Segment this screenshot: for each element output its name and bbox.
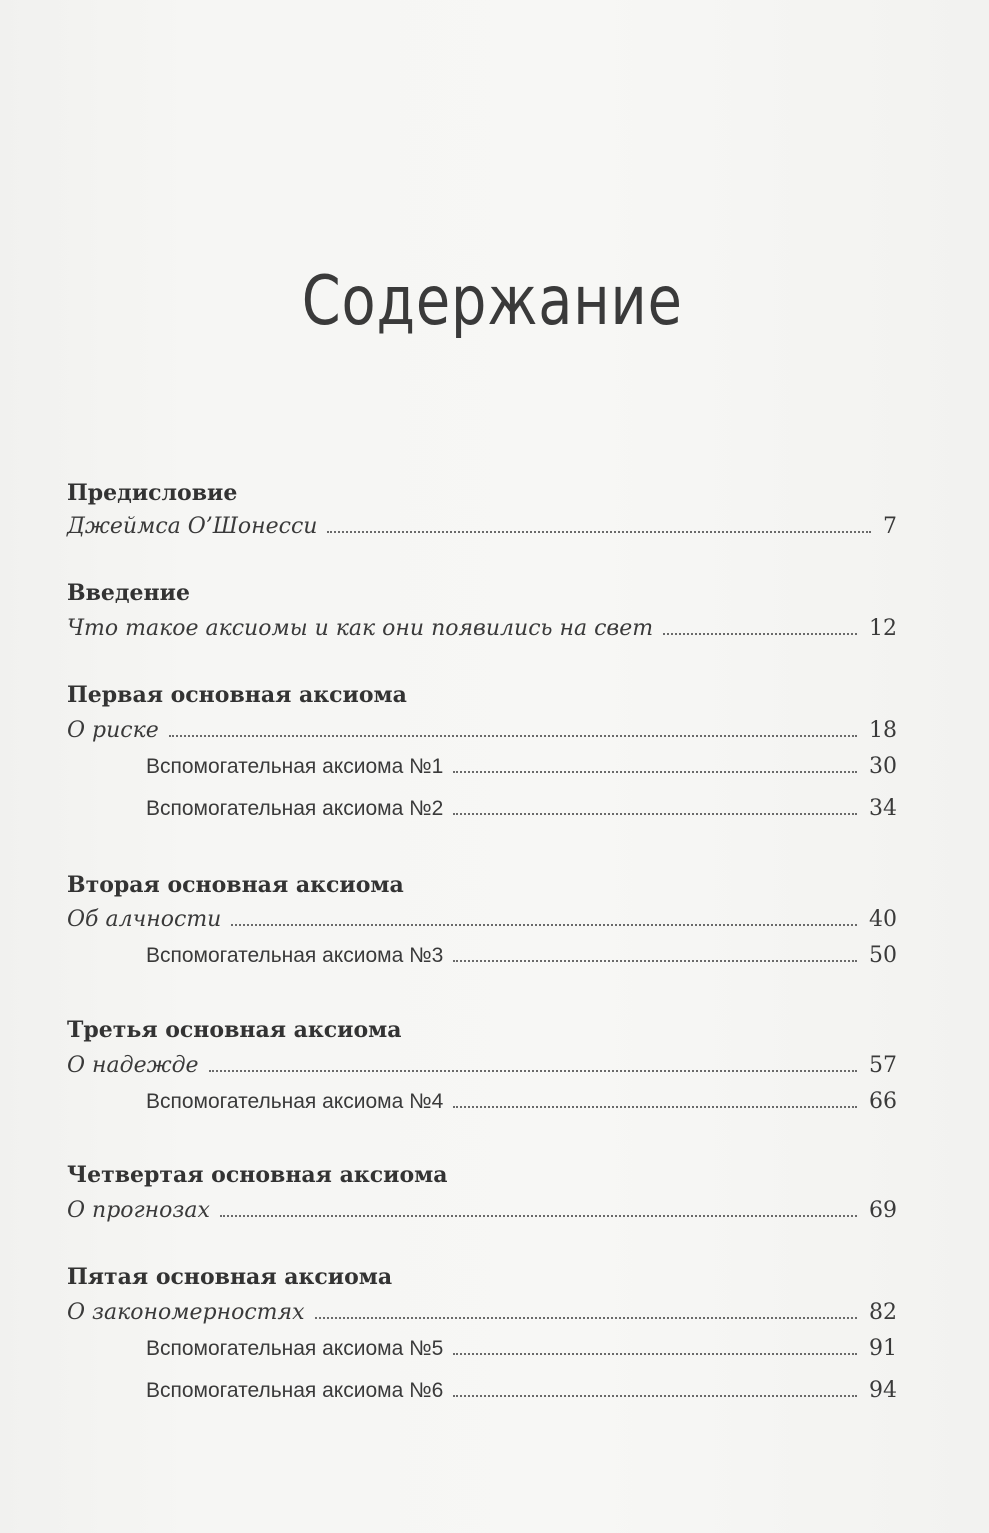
toc-page-number: 18: [869, 718, 897, 743]
dot-leader: [453, 1394, 857, 1397]
toc-entry[interactable]: [67, 718, 897, 743]
section-heading-second-axiom: Вторая основная аксиома: [67, 872, 404, 898]
dot-leader: [453, 1105, 857, 1108]
toc-page-number: 82: [869, 1300, 897, 1325]
toc-entry-label: О закономерностях: [67, 1300, 305, 1325]
toc-entry-label: О прогнозах: [67, 1198, 210, 1223]
toc-page-number: 30: [869, 754, 897, 779]
toc-entry[interactable]: [67, 1053, 897, 1078]
toc-entry-label: Джеймса О’Шонесси: [67, 514, 318, 539]
toc-page-number: 7: [883, 514, 897, 539]
dot-leader: [663, 632, 857, 635]
toc-entry[interactable]: [67, 616, 897, 641]
toc-subentry[interactable]: [146, 1336, 897, 1361]
dot-leader: [231, 923, 857, 926]
toc-entry[interactable]: [67, 907, 897, 932]
toc-page-number: 12: [869, 616, 897, 641]
section-heading-first-axiom: Первая основная аксиома: [67, 682, 407, 708]
toc-page-number: 57: [869, 1053, 897, 1078]
dot-leader: [453, 1352, 857, 1355]
toc-entry[interactable]: [67, 1198, 897, 1223]
toc-subentry-label: Вспомогательная аксиома №1: [146, 755, 444, 778]
dot-leader: [453, 959, 857, 962]
section-heading-fourth-axiom: Четвертая основная аксиома: [67, 1162, 448, 1188]
section-heading-third-axiom: Третья основная аксиома: [67, 1017, 402, 1043]
toc-entry-label: О риске: [67, 718, 159, 743]
toc-subentry[interactable]: [146, 754, 897, 779]
toc-page-number: 91: [869, 1336, 897, 1361]
toc-subentry-label: Вспомогательная аксиома №5: [146, 1337, 444, 1360]
toc-page-number: 69: [869, 1198, 897, 1223]
dot-leader: [209, 1069, 857, 1072]
dot-leader: [169, 734, 857, 737]
toc-page-number: 94: [869, 1378, 897, 1403]
toc-entry-label: Что такое аксиомы и как они появились на свет: [67, 616, 654, 641]
dot-leader: [453, 812, 857, 815]
toc-entry[interactable]: [67, 514, 897, 539]
section-heading-foreword: Предисловие: [67, 480, 238, 506]
toc-subentry[interactable]: [146, 1089, 897, 1114]
toc-entry[interactable]: [67, 1300, 897, 1325]
toc-page-number: 50: [869, 943, 897, 968]
section-heading-introduction: Введение: [67, 580, 190, 606]
toc-entry-label: О надежде: [67, 1053, 199, 1078]
page-title: Содержание: [301, 262, 683, 341]
toc-subentry[interactable]: [146, 796, 897, 821]
toc-subentry-label: Вспомогательная аксиома №4: [146, 1090, 444, 1113]
dot-leader: [220, 1214, 857, 1217]
section-heading-fifth-axiom: Пятая основная аксиома: [67, 1264, 393, 1290]
toc-entry-label: Об алчности: [67, 907, 222, 932]
toc-page-number: 66: [869, 1089, 897, 1114]
toc-page-number: 34: [869, 796, 897, 821]
toc-subentry[interactable]: [146, 943, 897, 968]
toc-subentry-label: Вспомогательная аксиома №3: [146, 944, 444, 967]
dot-leader: [453, 770, 857, 773]
dot-leader: [315, 1316, 858, 1319]
toc-subentry-label: Вспомогательная аксиома №2: [146, 797, 444, 820]
dot-leader: [327, 530, 871, 533]
toc-subentry[interactable]: [146, 1378, 897, 1403]
toc-page-number: 40: [869, 907, 897, 932]
toc-subentry-label: Вспомогательная аксиома №6: [146, 1379, 444, 1402]
